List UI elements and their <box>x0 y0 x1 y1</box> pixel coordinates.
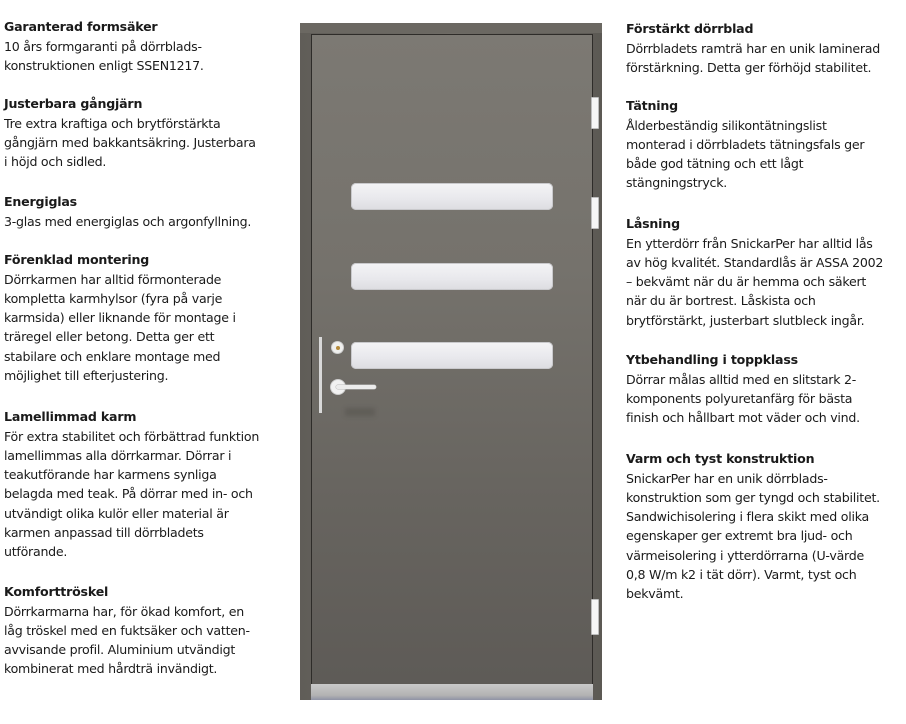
feature-title: Garanterad formsäker <box>4 19 158 34</box>
feature-title: Tätning <box>626 98 678 113</box>
door-handle-lever <box>336 385 376 389</box>
hinge <box>591 599 599 635</box>
glass-panel <box>351 183 553 210</box>
strike-plate <box>319 337 322 413</box>
feature-body: Tre extra kraftiga och brytförstärkta gångjärn med bakkantsäkring. Justerbara i höjd och sidled. <box>4 115 256 170</box>
feature-title: Lamellimmad karm <box>4 409 137 424</box>
feature-body: Dörrar målas alltid med en slitstark 2- komponents polyuretanfärg för bästa finish och hållbart mot väder och vind. <box>626 371 860 426</box>
glass-panel <box>351 263 553 290</box>
feature-komforttroskel <box>4 582 290 679</box>
feature-body: För extra stabilitet och förbättrad funktion lamellimmas alla dörrkarmar. Dörrar i teakutförande har karmens synliga belagda med teak. På dörrar med in- och utvändigt olika kulör eller material är karmen anpassad till dörrbladets utförande. <box>4 428 260 560</box>
door-frame-head <box>300 23 602 33</box>
feature-title: Låsning <box>626 216 680 231</box>
feature-title: Varm och tyst konstruktion <box>626 451 815 466</box>
feature-tatning <box>626 96 906 193</box>
feature-forstarkt-dorrblad <box>626 19 906 77</box>
feature-energiglas <box>4 192 290 231</box>
feature-garanterad-formsaker <box>4 17 290 75</box>
feature-varm-och-tyst <box>626 449 906 604</box>
feature-title: Energiglas <box>4 194 77 209</box>
feature-body: Ålderbeständig silikontätningslist monterad i dörrbladets tätningsfals ger både god tätning och ett lågt stängningstryck. <box>626 117 865 191</box>
feature-title: Komforttröskel <box>4 584 109 599</box>
glass-panel <box>351 342 553 369</box>
feature-body: Dörrkarmarna har, för ökad komfort, en låg tröskel med en fuktsäker och vatten- avvisande profil. Aluminium utvändigt kombinerat med hårdträ invändigt. <box>4 603 250 677</box>
feature-title: Ytbehandling i toppklass <box>626 352 798 367</box>
feature-title: Justerbara gångjärn <box>4 96 143 111</box>
feature-body: Dörrkarmen har alltid förmonterade kompletta karmhylsor (fyra på varje karmsida) eller liknande för montage i träregel eller betong. Detta ger ett stabilare och enklare montage med möjlighet till efterjustering. <box>4 271 236 383</box>
feature-body: SnickarPer har en unik dörrblads- konstruktion som ger tyngd och stabilitet. Sandwichisolering i flera skikt med olika egenskaper ger extremt bra ljud- och värmeisolering i ytterdörrarna (U-värde 0,8 W/m k2 i tät dörr). Varmt, tyst och bekvämt. <box>626 470 880 602</box>
feature-body: En ytterdörr från SnickarPer har alltid lås av hög kvalitét. Standardlås är ASSA 2002 – bekvämt när du är hemma och säkert när du är bortrest. Låskista och brytförstärkt, justerbart slutbleck ingår. <box>626 235 884 328</box>
feature-lasning <box>626 214 906 330</box>
hinge <box>591 97 599 129</box>
feature-lamellimmad-karm <box>4 407 290 562</box>
door-leaf <box>311 34 593 700</box>
hinge <box>591 197 599 229</box>
feature-justerbara-gangjarn <box>4 94 290 171</box>
feature-title: Förenklad montering <box>4 252 150 267</box>
threshold <box>311 684 593 700</box>
feature-body: 3-glas med energiglas och argonfyllning. <box>4 213 252 229</box>
handle-shadow <box>345 408 375 416</box>
feature-ytbehandling <box>626 350 906 427</box>
feature-body: 10 års formgaranti på dörrblads- konstruktionen enligt SSEN1217. <box>4 38 204 73</box>
feature-title: Förstärkt dörrblad <box>626 21 754 36</box>
lock-cylinder-icon <box>332 342 343 353</box>
feature-body: Dörrbladets ramträ har en unik laminerad förstärkning. Detta ger förhöjd stabilitet. <box>626 40 880 75</box>
feature-forenklad-montering <box>4 250 290 385</box>
door-illustration <box>300 23 602 700</box>
